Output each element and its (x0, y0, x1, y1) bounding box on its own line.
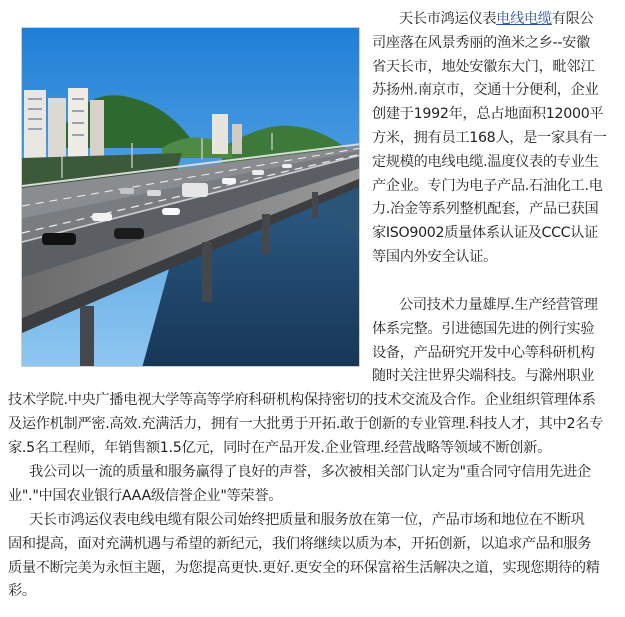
paragraph-honors (8, 461, 591, 509)
highway-bridge-photo (21, 27, 360, 367)
text-line: 家ISO9002质量体系认证及CCC认证 (372, 225, 599, 242)
paragraph-commitment (8, 509, 600, 604)
text-line: 产企业。专门为电子产品.石油化工.电 (372, 177, 603, 194)
text-line: 方米，拥有员工168人，是一家具有一 (372, 129, 607, 146)
text-line: 定规模的电线电缆.温度仪表的专业生 (372, 153, 599, 170)
text-line: 家.5名工程师，年销售额1.5亿元，同时在产品开发.企业管理.经营战略等领域不断创新。 (8, 439, 551, 456)
text-line: 彩。 (8, 583, 36, 600)
paragraph-intro (372, 8, 607, 270)
text-line: 固和提高，面对充满机遇与希望的新纪元，我们将继续以质为本，开拓创新，以追求产品和服务 (8, 535, 592, 552)
cable-link[interactable]: 电线电缆 (496, 11, 552, 27)
text-line: 我公司以一流的质量和服务赢得了良好的声誉，多次被相关部门认定为"重合同守信用先进企 (29, 464, 591, 480)
text-line: 设备，产品研究开发中心等科研机构 (372, 344, 595, 361)
text-line: 苏扬州.南京市，交通十分便利，企业 (372, 82, 599, 99)
text-line: 业"."中国农业银行AAA级信誉企业"等荣誉。 (8, 487, 283, 504)
text-line: 体系完整。引进德国先进的例行实验 (372, 320, 595, 337)
paragraph-tech (372, 294, 598, 389)
text-line: 公司技术力量雄厚.生产经营管理 (399, 297, 598, 313)
text-line: 省天长市，地处安徽东大门，毗邻江 (372, 58, 595, 75)
paragraph-tech-continued (8, 389, 603, 460)
text-line: 随时关注世界尖端科技。与滁州职业 (372, 368, 595, 385)
text-line: 司座落在风景秀丽的渔米之乡--安徽 (372, 34, 590, 51)
text-line: 天长市鸿运仪表电线电缆有限公司始终把质量和服务放在第一位，产品市场和地位在不断巩 (29, 512, 585, 528)
text-span: 有限公 (551, 11, 594, 27)
text-line: 创建于1992年，总占地面积12000平 (372, 106, 604, 123)
text-line (372, 8, 607, 32)
text-span: 天长市鸿运仪表 (399, 11, 497, 27)
text-line: 及运作机制严密.高效.充满活力，拥有一大批勇于开拓.敢于创新的专业管理.科技人才，其中2名专 (8, 415, 603, 432)
text-line: 力.冶金等系列整机配套，产品已获国 (372, 201, 599, 218)
text-line: 等国内外安全认证。 (372, 248, 497, 265)
text-line: 技术学院.中央广播电视大学等高等学府科研机构保持密切的技术交流及合作。企业组织管理体系 (8, 392, 596, 408)
text-line: 质量不断完美为永恒主题，为您提高更快.更好.更安全的环保富裕生活解决之道，实现您期待的精 (8, 559, 600, 576)
